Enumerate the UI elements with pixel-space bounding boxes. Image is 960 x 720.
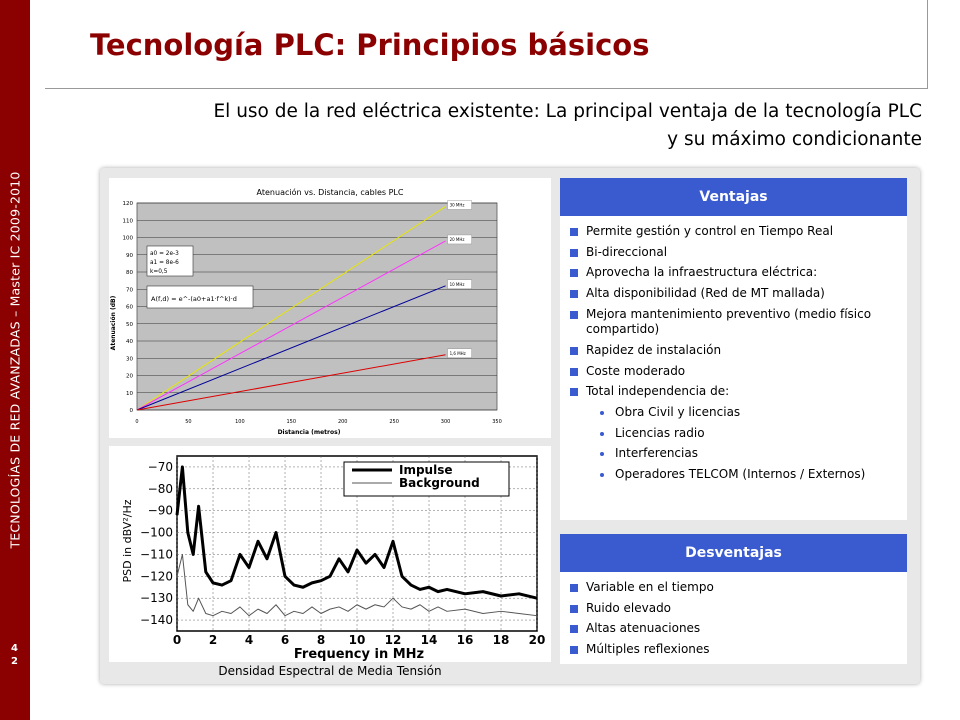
y-tick-label: 0	[129, 408, 133, 414]
x-tick-label: 18	[492, 633, 510, 647]
chart-caption: Densidad Espectral de Media Tensión	[218, 664, 442, 678]
sub-list-item	[570, 405, 899, 421]
param-text: a0 = 2e-3	[150, 251, 179, 257]
dot-bullet-icon	[600, 411, 604, 415]
list-item-text: Altas atenuaciones	[586, 621, 701, 636]
legend-label: Background	[399, 476, 480, 490]
y-tick-label: −80	[147, 481, 173, 496]
list-item-text: Rapidez de instalación	[586, 342, 722, 357]
x-tick-label: 250	[389, 419, 399, 425]
square-bullet-icon	[570, 311, 578, 319]
dot-bullet-icon	[600, 473, 604, 477]
sub-list-item	[570, 446, 899, 462]
square-bullet-icon	[570, 388, 578, 396]
y-tick-label: 120	[122, 201, 133, 207]
x-tick-label: 12	[384, 633, 402, 647]
x-tick-label: 150	[286, 419, 297, 425]
y-tick-label: 90	[126, 252, 133, 259]
list-item-text: Ruido elevado	[586, 600, 672, 615]
x-tick-label: 200	[337, 419, 348, 425]
list-item	[570, 580, 899, 596]
formula-text: A(f,d) = e^-(a0+a1·f^k)·d	[151, 295, 237, 303]
ventajas-header: Ventajas	[560, 178, 907, 216]
list-item-text: Aprovecha la infraestructura eléctrica:	[586, 265, 818, 280]
x-tick-label: 50	[185, 419, 192, 425]
list-item-text: Interferencias	[615, 446, 698, 461]
list-item-text: Alta disponibilidad (Red de MT mallada)	[586, 286, 825, 301]
course-label: TECNOLOGÍAS DE RED AVANZADAS – Master IC 2009-2010	[7, 171, 23, 549]
y-axis-label: PSD in dBV²/Hz	[121, 499, 134, 583]
list-item	[570, 265, 899, 281]
square-bullet-icon	[570, 347, 578, 355]
y-tick-label: 20	[126, 373, 133, 380]
x-tick-label: 300	[440, 419, 451, 425]
list-item-text: Permite gestión y control en Tiempo Real	[586, 224, 834, 238]
square-bullet-icon	[570, 228, 578, 236]
list-item-text: Mejora mantenimiento preventivo (medio físico compartido)	[586, 306, 872, 337]
list-item	[570, 601, 899, 617]
desventajas-header: Desventajas	[560, 534, 907, 572]
list-item-text: Variable en el tiempo	[586, 580, 714, 594]
series-label: 30 MHz	[449, 202, 465, 208]
y-tick-label: −130	[140, 591, 173, 606]
slide-title: Tecnología PLC: Principios básicos	[90, 28, 650, 62]
y-tick-label: −110	[140, 547, 173, 562]
series-label: 10 MHz	[449, 281, 465, 287]
x-tick-label: 4	[244, 633, 254, 647]
list-item-text: Licencias radio	[615, 425, 705, 440]
sidebar	[0, 0, 30, 720]
legend-label: Impulse	[399, 463, 453, 477]
list-item	[570, 286, 899, 302]
square-bullet-icon	[570, 605, 578, 613]
x-tick-label: 20	[528, 633, 546, 647]
list-item	[570, 224, 899, 240]
square-bullet-icon	[570, 625, 578, 633]
x-tick-label: 2	[208, 633, 218, 647]
y-tick-label: 40	[126, 339, 133, 345]
ventajas-list	[560, 216, 907, 494]
dot-bullet-icon	[600, 432, 604, 436]
list-item-text: Total independencia de:	[586, 384, 730, 399]
ventajas-box	[560, 178, 907, 520]
y-tick-label: 50	[126, 321, 133, 328]
y-tick-label: 100	[122, 235, 133, 242]
list-item-text: Coste moderado	[586, 363, 686, 378]
square-bullet-icon	[570, 368, 578, 376]
psd-chart	[109, 446, 551, 662]
subtitle-line: y su máximo condicionante	[667, 129, 922, 150]
x-axis-label: Distancia (metros)	[277, 429, 341, 436]
x-tick-label: 8	[316, 633, 326, 647]
chart-title: Atenuación vs. Distancia, cables PLC	[256, 188, 404, 197]
x-tick-label: 0	[135, 419, 139, 425]
y-tick-label: −120	[140, 569, 173, 584]
list-item	[570, 307, 899, 338]
x-axis-label: Frequency in MHz	[293, 647, 425, 662]
dot-bullet-icon	[600, 452, 604, 456]
y-tick-label: −140	[140, 613, 173, 628]
page-number-digit: 2	[11, 656, 19, 667]
desventajas-list	[560, 572, 907, 669]
y-tick-label: 30	[126, 356, 133, 363]
page-number	[4, 642, 26, 668]
y-tick-label: 10	[126, 390, 133, 397]
x-tick-label: 10	[348, 633, 366, 647]
list-item	[570, 364, 899, 380]
series-label: 20 MHz	[449, 236, 465, 242]
series-label: 1,6 MHz	[449, 350, 466, 356]
desventajas-box	[560, 534, 907, 664]
square-bullet-icon	[570, 249, 578, 257]
title-divider	[45, 88, 928, 89]
list-item	[570, 642, 899, 658]
square-bullet-icon	[570, 584, 578, 592]
x-tick-label: 100	[235, 419, 245, 425]
param-text: k=0,5	[150, 269, 168, 275]
list-item-text: Operadores TELCOM (Internos / Externos)	[615, 467, 866, 482]
list-item	[570, 245, 899, 261]
square-bullet-icon	[570, 269, 578, 277]
page-number-digit: 4	[11, 643, 19, 654]
x-tick-label: 16	[456, 633, 474, 647]
param-text: a1 = 8e-6	[150, 260, 179, 266]
psd-chart-svg	[109, 446, 551, 662]
attenuation-chart	[109, 178, 551, 438]
square-bullet-icon	[570, 646, 578, 654]
list-item	[570, 343, 899, 359]
y-tick-label: 70	[126, 287, 133, 294]
list-item	[570, 384, 899, 400]
y-tick-label: 80	[126, 270, 133, 276]
list-item-text: Múltiples reflexiones	[586, 642, 710, 657]
x-tick-label: 6	[280, 633, 290, 647]
list-item-text: Obra Civil y licencias	[615, 405, 741, 419]
subtitle-line: El uso de la red eléctrica existente: La principal ventaja de la tecnología PLC	[213, 101, 922, 122]
slide-subtitle	[102, 98, 922, 154]
y-axis-label: Atenuación (dB)	[110, 295, 117, 351]
x-tick-label: 14	[420, 633, 438, 647]
sub-list-item	[570, 467, 899, 483]
x-tick-label: 0	[172, 633, 182, 647]
y-tick-label: −90	[147, 503, 173, 518]
y-tick-label: −70	[147, 459, 173, 474]
title-divider-vertical	[927, 0, 928, 89]
square-bullet-icon	[570, 290, 578, 298]
y-tick-label: 110	[122, 218, 133, 225]
y-tick-label: −100	[140, 525, 173, 540]
attenuation-chart-svg	[109, 178, 551, 438]
list-item	[570, 621, 899, 637]
x-tick-label: 350	[492, 419, 502, 425]
y-tick-label: 60	[126, 304, 133, 311]
list-item-text: Bi-direccional	[586, 244, 668, 259]
sub-list-item	[570, 426, 899, 442]
